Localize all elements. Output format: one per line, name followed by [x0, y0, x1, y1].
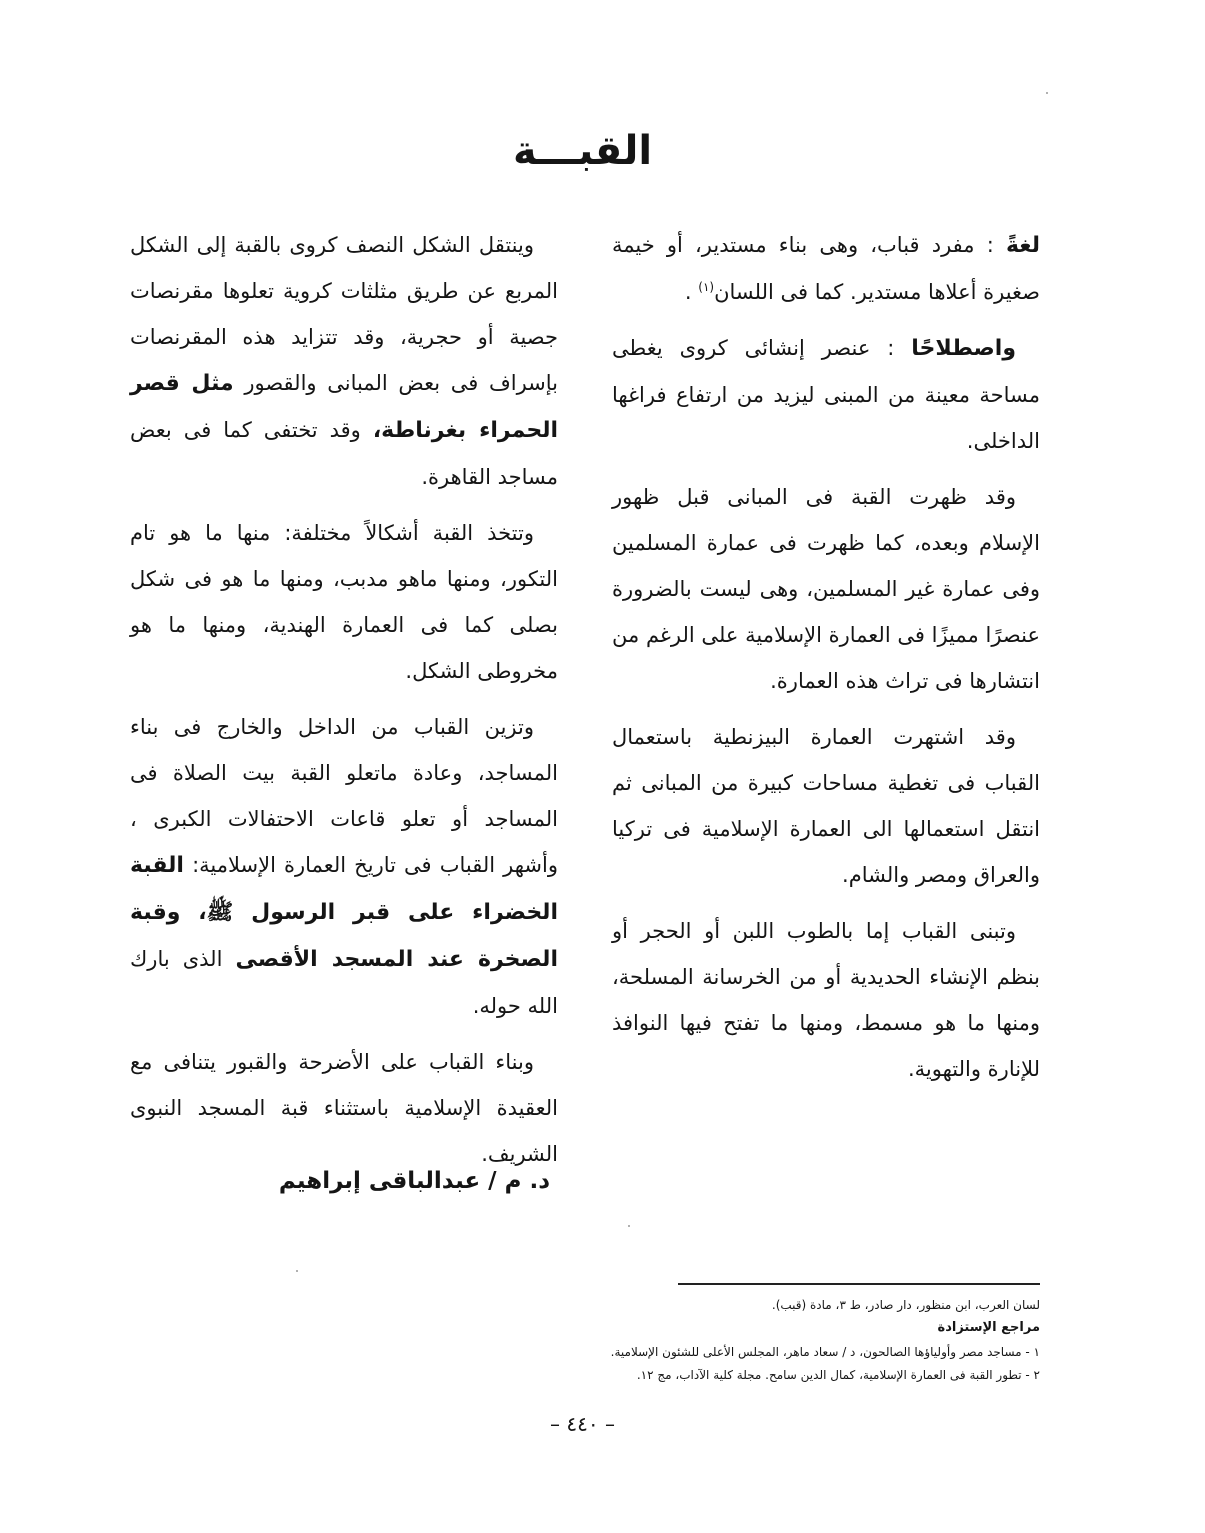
paragraph-byzantine: وقد اشتهرت العمارة البيزنطية باستعمال القباب فى تغطية مساحات كبيرة من المبانى ثم انتقل استعمالها الى العمارة الإسلامية فى تركيا والعراق ومصر والشام.: [612, 725, 1040, 887]
lexical-heading: لغةً: [1005, 233, 1040, 258]
paragraph-history: وقد ظهرت القبة فى المبانى قبل ظهور الإسلام وبعده، كما ظهرت فى عمارة المسلمين وفى عمارة غير المسلمين، وهى ليست بالضرورة عنصرًا مميزًا فى العمارة الإسلامية على الرغم من انتشارها فى تراث هذه العمارة.: [612, 485, 1040, 693]
footnote-source: لسان العرب، ابن منظور، دار صادر، ط ٣، مادة (قبب).: [771, 1298, 1040, 1312]
definition-lexical: [612, 222, 1040, 315]
scan-speck: [296, 1270, 298, 1272]
scan-speck: [628, 1225, 630, 1227]
lexical-text: : مفرد قباب، وهى بناء مستدير، أو خيمة صغيرة أعلاها مستدير. كما فى اللسان: [612, 233, 1040, 304]
definition-technical: [612, 325, 1040, 464]
transition-end: وقد تختفى كما فى بعض مساجد القاهرة.: [130, 418, 558, 489]
reference-2: ٢ - تطور القبة فى العمارة الإسلامية، كمال الدين سامح. مجلة كلية الآداب، مج ١٢.: [636, 1368, 1040, 1382]
paragraph-construction: وتبنى القباب إما بالطوب اللبن أو الحجر أو بنظم الإنشاء الحديدية أو من الخرسانة المسلحة، ومنها ما هو مسمط، ومنها ما تفتح فيها النوافذ للإنارة والتهوية.: [612, 919, 1040, 1081]
left-column: [130, 222, 558, 1187]
further-reading-title: مراجع الإستزادة: [937, 1320, 1040, 1335]
decoration-text: وتزين القباب من الداخل والخارج فى بناء المساجد، وعادة ماتعلو القبة بيت الصلاة فى المساجد أو تعلو قاعات الاحتفالات الكبرى ، وأشهر القباب فى تاريخ العمارة الإسلامية:: [130, 715, 558, 877]
right-column: [612, 222, 1040, 1102]
paragraph-transition: [130, 222, 558, 500]
reference-1: ١ - مساجد مصر وأولياؤها الصالحون، د / سعاد ماهر، المجلس الأعلى للشئون الإسلامية.: [610, 1345, 1040, 1359]
author-signature: د. م / عبدالباقى إبراهيم: [278, 1168, 550, 1194]
lexical-end: .: [684, 280, 699, 304]
transition-text: وينتقل الشكل النصف كروى بالقبة إلى الشكل المربع عن طريق مثلثات كروية تعلوها مقرنصات جصية أو حجرية، وقد تتزايد هذه المقرنصات بإسراف فى بعض المبانى والقصور: [130, 233, 558, 395]
decoration-end: الذى بارك الله حوله.: [130, 947, 558, 1018]
footnote-divider: [678, 1283, 1040, 1285]
famous-domes-highlight: القبة الخضراء على قبر الرسول ﷺ، وقبة الصخرة عند المسجد الأقصى: [130, 853, 558, 972]
paragraph-decoration: [130, 704, 558, 1029]
paragraph-shapes: وتتخذ القبة أشكالاً مختلفة: منها ما هو تام التكور، ومنها ماهو مدبب، ومنها ما هو فى شكل بصلى كما فى العمارة الهندية، ومنها ما هو مخروطى الشكل.: [130, 521, 558, 683]
scan-speck: [1046, 92, 1048, 94]
page-number: – ٤٤٠ –: [550, 1412, 615, 1436]
paragraph-tombs: وبناء القباب على الأضرحة والقبور يتنافى مع العقيدة الإسلامية باستثناء قبة المسجد النبوى الشريف.: [130, 1050, 558, 1166]
technical-heading: واصطلاحًا: [911, 336, 1016, 361]
alhambra-highlight: مثل قصر الحمراء بغرناطة،: [130, 371, 558, 443]
article-title: القبـــة: [512, 128, 653, 174]
footnote-ref: (١): [698, 280, 715, 294]
technical-text: : عنصر إنشائى كروى يغطى مساحة معينة من المبنى ليزيد من ارتفاع فراغها الداخلى.: [612, 336, 1040, 453]
